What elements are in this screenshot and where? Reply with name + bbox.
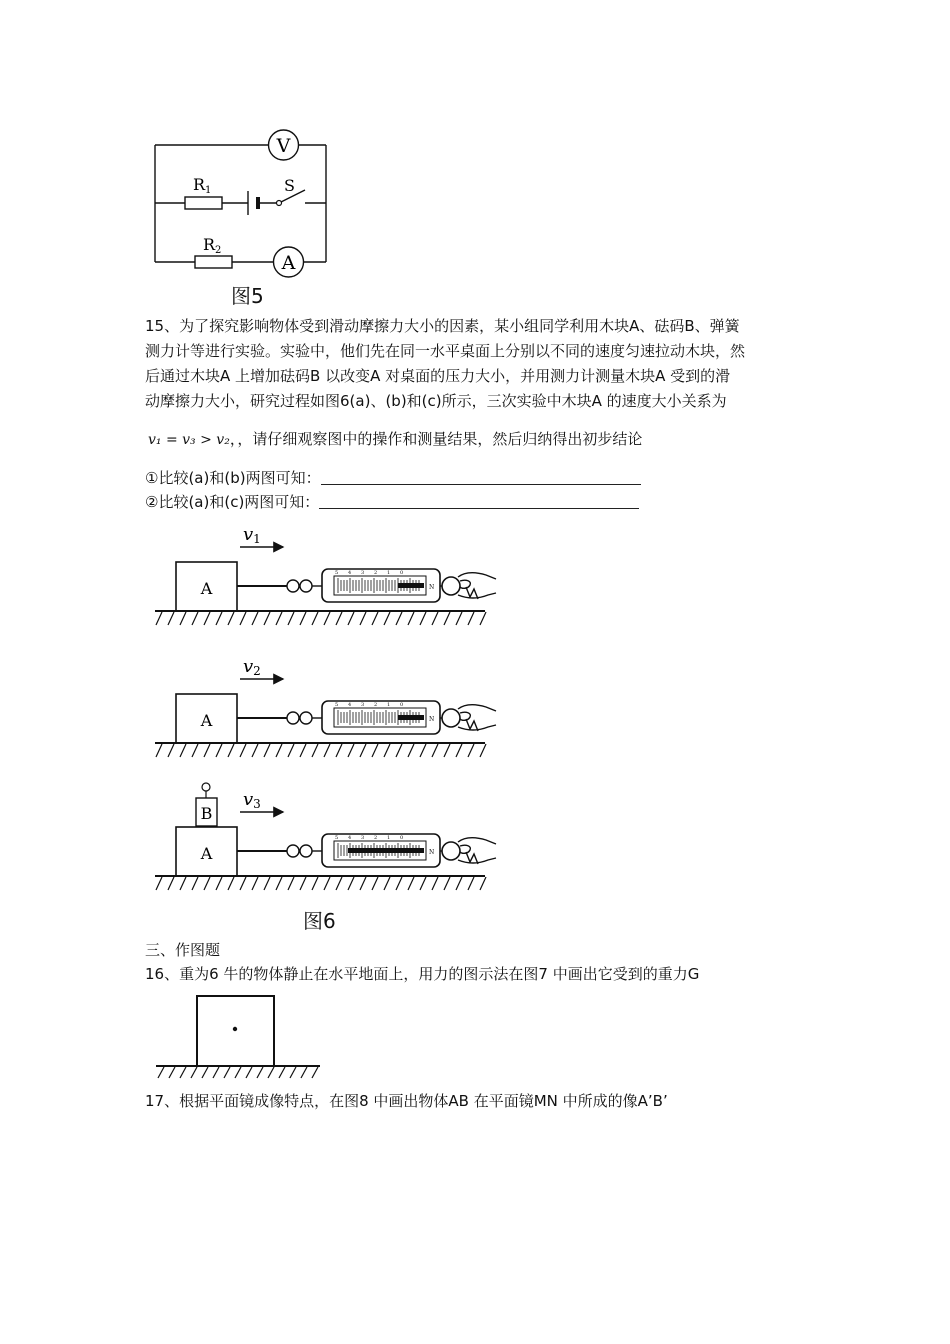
figure-7-block-on-ground	[150, 990, 330, 1080]
figure-6-caption: 图6	[303, 909, 336, 933]
block-a-label-2: A	[200, 711, 213, 730]
table-surface-2	[155, 743, 486, 757]
v1-subscript: 1	[253, 532, 261, 546]
v3-subscript: 3	[253, 797, 261, 811]
spring-scale-1	[237, 569, 496, 602]
switch-contact	[277, 201, 282, 206]
q15-item-2: ②比较(a)和(c)两图可知：	[145, 493, 320, 511]
svg-text:R1	[193, 175, 211, 196]
section-3-title: 三、作图题	[145, 941, 221, 959]
scale-pointer-1	[398, 583, 424, 588]
weight-b-label: B	[200, 804, 213, 823]
figure-5-caption: 图5	[231, 284, 264, 308]
switch-label: S	[284, 176, 295, 195]
v1-label: v	[243, 524, 254, 545]
q15-line-1: 15、为了探究影响物体受到滑动摩擦力大小的因素，某小组同学利用木块A、砝码B、弹簧	[145, 317, 740, 335]
table-surface-1	[155, 611, 486, 625]
q15-line-3: 后通过木块A 上增加砝码B 以改变A 对桌面的压力大小，并用测力计测量木块A 受到的滑	[145, 367, 731, 385]
v2-subscript: 2	[253, 664, 261, 678]
v3-label: v	[243, 789, 254, 810]
scale-pointer-2	[398, 715, 424, 720]
q15-line-4: 动摩擦力大小，研究过程如图6(a)、(b)和(c)所示，三次实验中木块A 的速度大小关系为	[145, 392, 727, 410]
experiment-b	[155, 656, 496, 757]
svg-text:v3	[243, 789, 261, 811]
q15-line-5: ，，请仔细观察图中的操作和测量结果，然后归纳得出初步结论	[229, 430, 643, 448]
svg-text:v2	[243, 656, 261, 678]
scale-pointer-3	[348, 848, 424, 853]
r2-subscript: 2	[215, 245, 222, 256]
r2-label: R	[203, 235, 216, 254]
q16-text: 16、重为6 牛的物体静止在水平地面上，用力的图示法在图7 中画出它受到的重力G	[145, 965, 700, 983]
center-of-gravity-dot	[233, 1027, 237, 1031]
answer-blank-1[interactable]	[321, 468, 641, 485]
figure-6	[140, 515, 520, 935]
block-a-label-1: A	[200, 579, 213, 598]
q17-text: 17、根据平面镜成像特点，在图8 中画出物体AB 在平面镜MN 中所成的像A’B’	[145, 1092, 668, 1110]
v2-label: v	[243, 656, 254, 677]
q15-line-2: 测力计等进行实验。实验中，他们先在同一水平桌面上分别以不同的速度匀速拉动木块，然	[145, 342, 746, 360]
resistor-r1	[185, 197, 222, 209]
block-a-label-3: A	[200, 844, 213, 863]
ammeter-label: A	[281, 252, 296, 274]
velocity-relation: v₁ = v₃ > v₂	[148, 432, 230, 448]
resistor-r2	[195, 256, 232, 268]
q15-item-1: ①比较(a)和(b)两图可知：	[145, 469, 321, 487]
table-surface-3	[155, 876, 486, 890]
r1-label: R	[193, 175, 206, 194]
experiment-a	[155, 524, 496, 625]
voltmeter-label: V	[276, 135, 291, 157]
answer-blank-2[interactable]	[319, 492, 639, 509]
svg-text:v1	[243, 524, 261, 546]
weight-b-knob	[202, 783, 210, 791]
spring-scale-2	[237, 701, 496, 734]
svg-text:R2	[203, 235, 221, 256]
r1-subscript: 1	[205, 185, 212, 196]
experiment-c	[155, 783, 496, 890]
